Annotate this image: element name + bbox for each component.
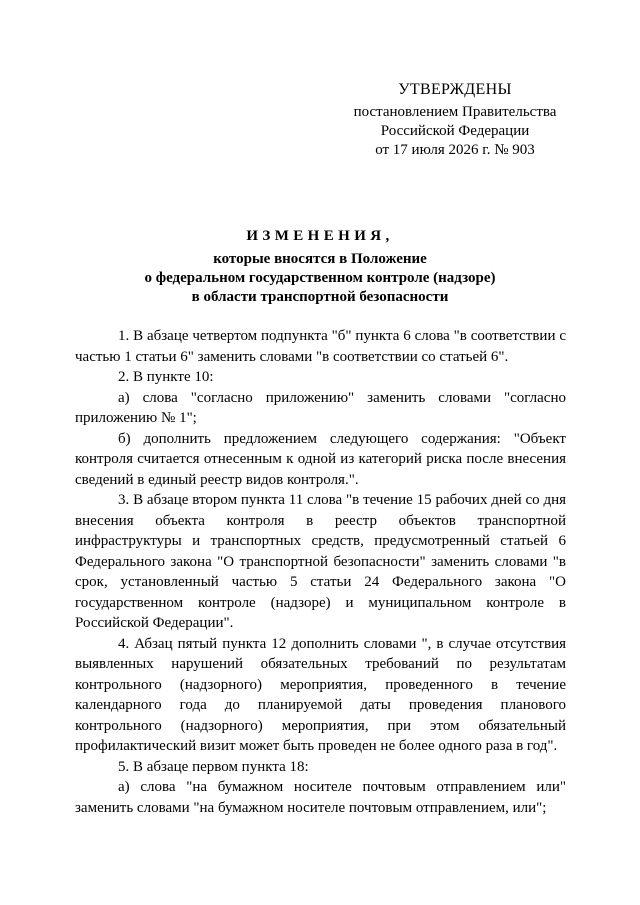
document-subtitle	[0, 250, 640, 307]
document-body	[75, 326, 566, 818]
paragraph-1: 1. В абзаце четвертом подпункта "б" пункта 6 слова "в соответствии с частью 1 статьи 6" заменить словами "в соответствии со статьей 6".	[75, 328, 566, 365]
approval-date-line: от 17 июля 2026 г. № 903	[375, 142, 535, 158]
paragraph-4: 4. Абзац пятый пункта 12 дополнить словами ", в случае отсутствия выявленных нарушений обязательных требований по результатам контрольного (надзорного) мероприятия, проведенного в течение календарного года до планируемой даты проведения планового контрольного (надзорного) мероприятия, при этом обязательный профилактический визит может быть проведен не более одного раза в год".	[75, 635, 566, 754]
approval-block	[330, 80, 580, 160]
approval-heading: УТВЕРЖДЕНЫ	[398, 81, 512, 98]
subtitle-line: о федеральном государственном контроле (надзоре)	[144, 270, 496, 286]
document-title: ИЗМЕНЕНИЯ,	[246, 228, 394, 244]
paragraph-3: 3. В абзаце втором пункта 11 слова "в течение 15 рабочих дней со дня внесения объекта контроля в реестр объектов транспортной инфраструктуры и транспортных средств, предусмотренный статьей 6 Федерального закона "О транспортной безопасности" заменить словами "в срок, установленный частью 5 статьи 24 Федерального закона "О государственном контроле (надзоре) и муниципальном контроле в Российской Федерации".	[75, 492, 566, 631]
paragraph-2: 2. В пункте 10:	[118, 369, 214, 385]
subtitle-line: в области транспортной безопасности	[191, 289, 449, 305]
paragraph-2b: б) дополнить предложением следующего содержания: "Объект контроля считается отнесенным к одной из категорий риска после внесения сведений в единый реестр видов контроля.".	[75, 430, 566, 488]
subtitle-line: которые вносятся в Положение	[213, 251, 427, 267]
paragraph-2a: а) слова "согласно приложению" заменить словами "согласно приложению № 1";	[75, 389, 566, 426]
paragraph-5a: а) слова "на бумажном носителе почтовым отправлением или" заменить словами "на бумажном носителе почтовым отправлением, или";	[75, 779, 566, 816]
approval-line: постановлением Правительства	[353, 104, 557, 120]
paragraph-5: 5. В абзаце первом пункта 18:	[118, 758, 309, 775]
approval-line: Российской Федерации	[380, 123, 530, 139]
